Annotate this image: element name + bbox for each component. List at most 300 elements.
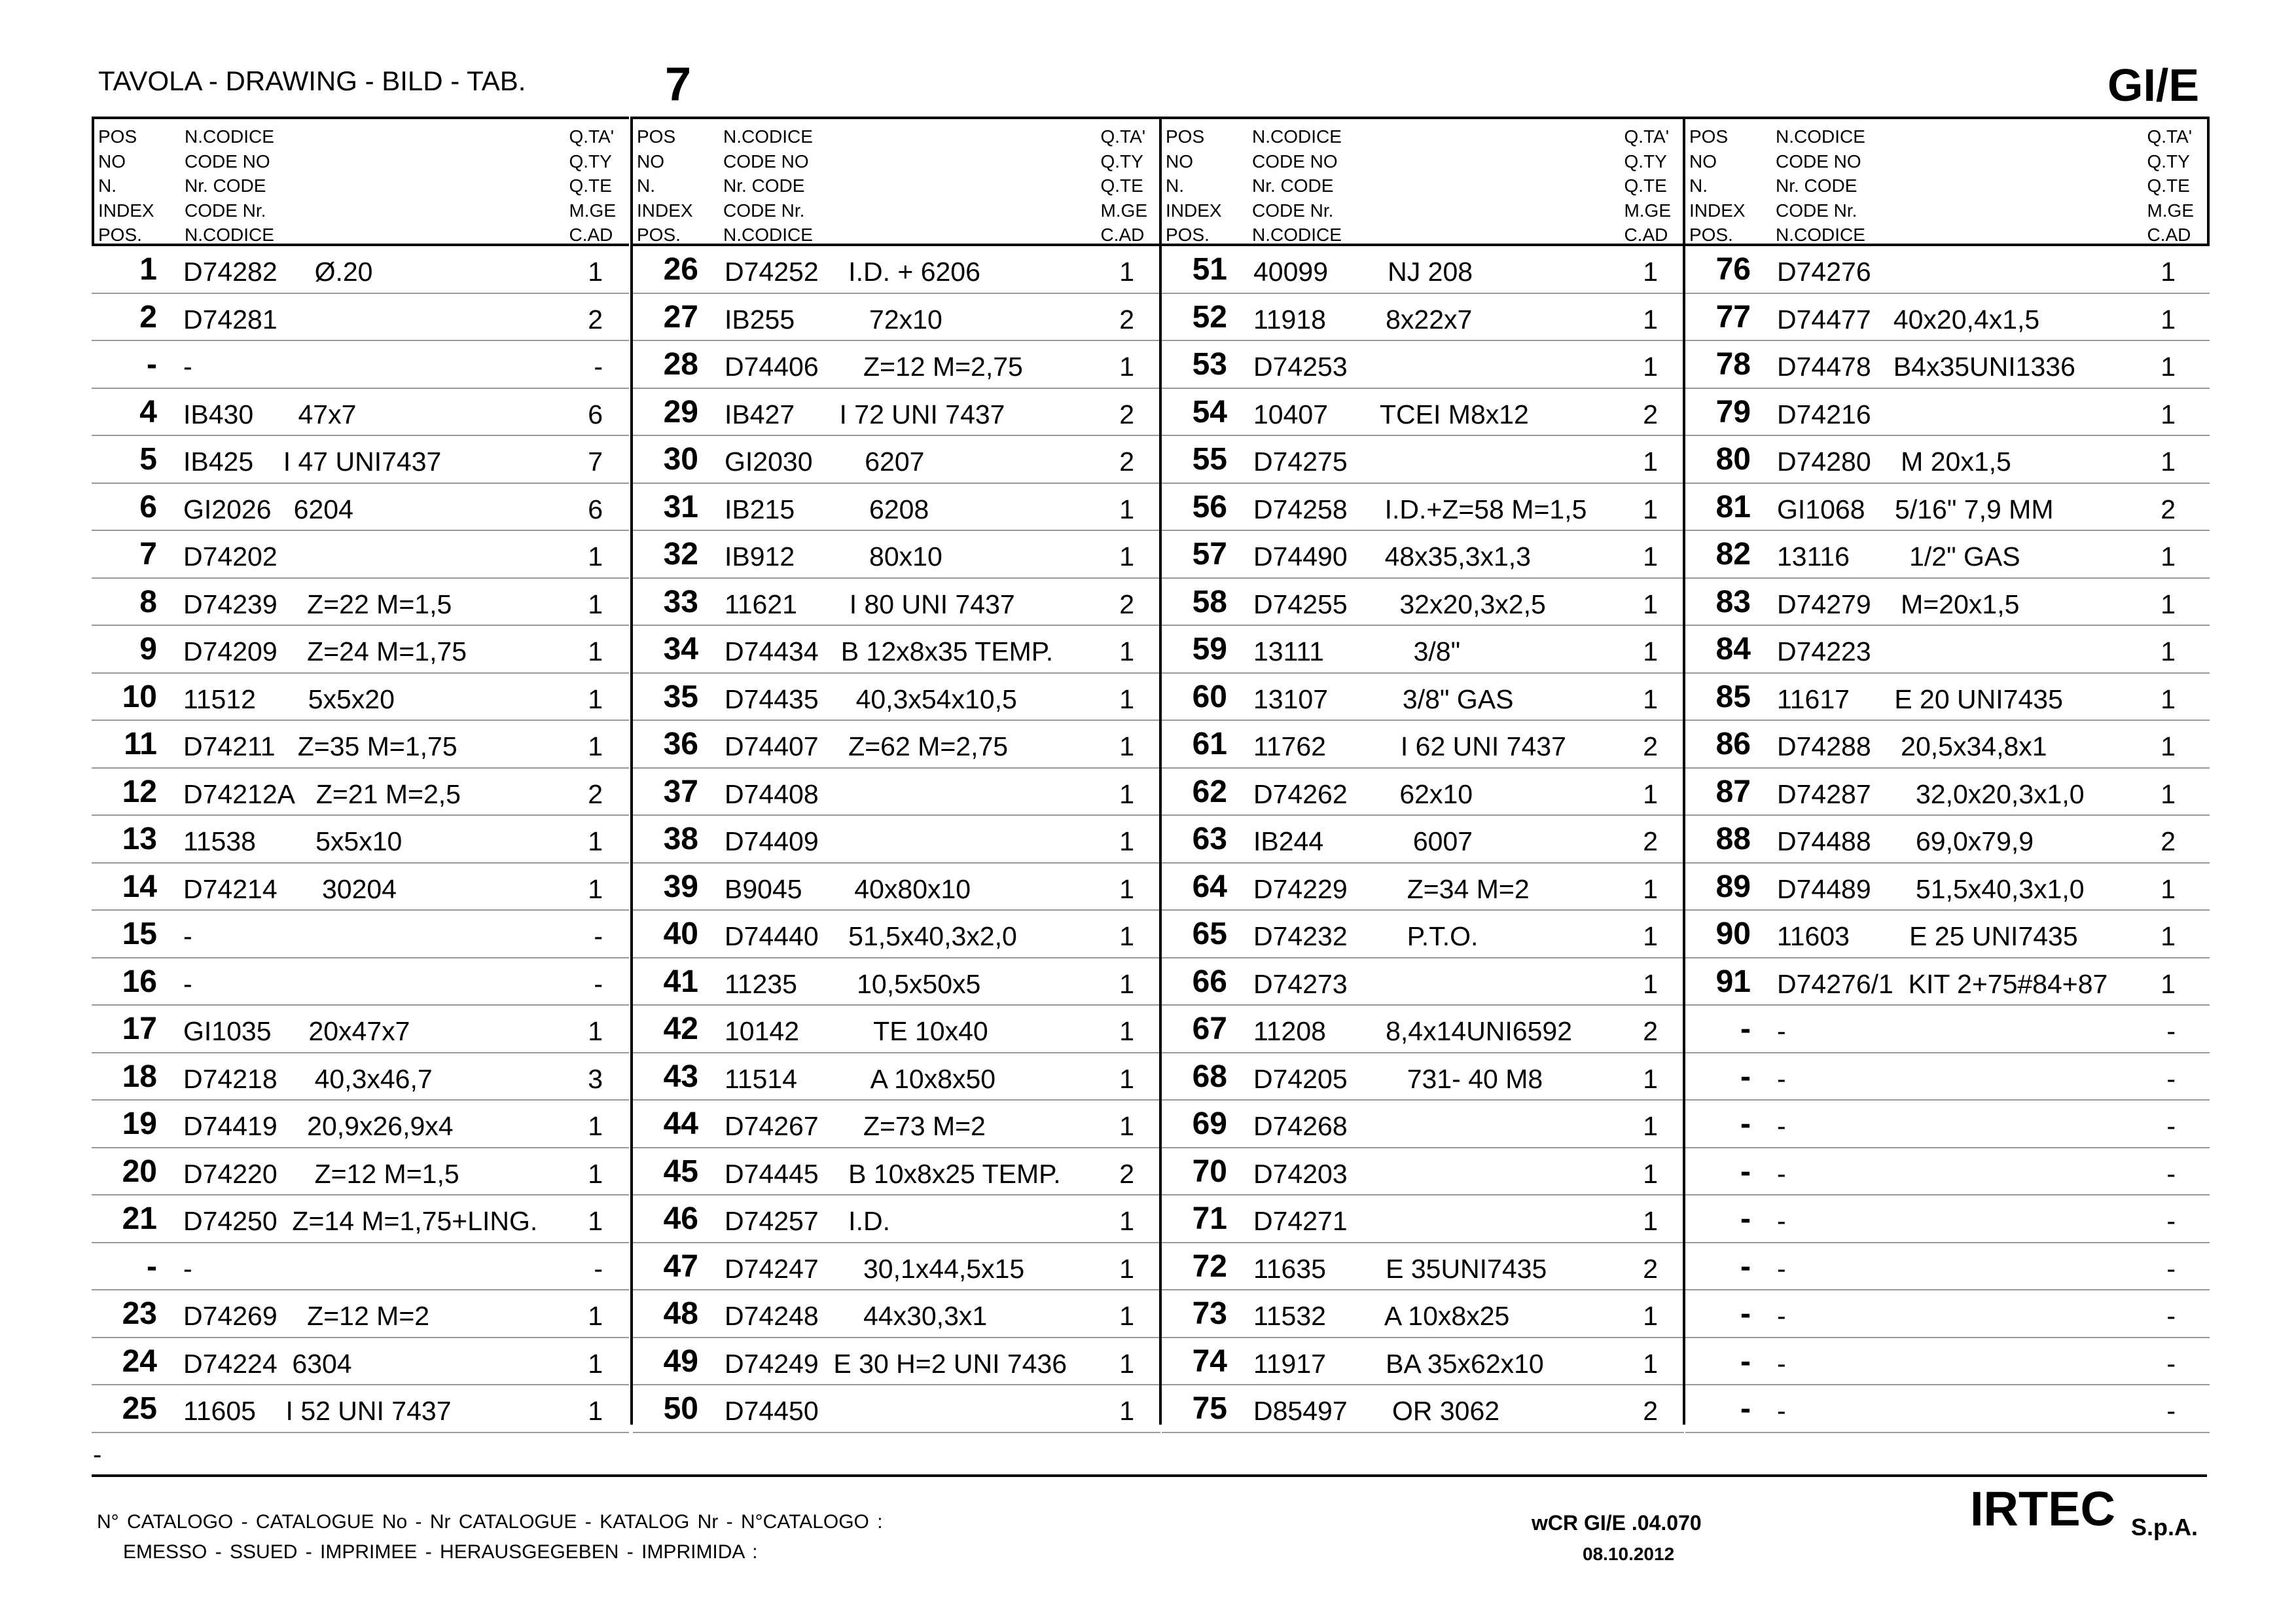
quantity: 1 xyxy=(2161,968,2176,999)
quantity: 1 xyxy=(1643,304,1658,335)
header-label: N.CODICE xyxy=(1252,126,1342,147)
quantity: - xyxy=(594,352,603,382)
quantity: 2 xyxy=(1643,826,1658,856)
header-label: Q.TA' xyxy=(1100,126,1146,147)
table-row xyxy=(1162,769,1684,816)
table-row xyxy=(633,1338,1160,1386)
part-code: D74271 xyxy=(1253,1206,1348,1236)
header-label: N.CODICE xyxy=(723,126,813,147)
quantity: 1 xyxy=(2161,731,2176,761)
quantity: 1 xyxy=(1643,921,1658,951)
position-number: 17 xyxy=(122,1012,157,1046)
column-header-code xyxy=(1776,124,1865,247)
table-row xyxy=(92,436,629,484)
part-code: - xyxy=(1777,1206,1786,1236)
table-row xyxy=(633,816,1160,864)
part-code: D74258 I.D.+Z=58 M=1,5 xyxy=(1253,494,1587,524)
quantity: 1 xyxy=(1119,778,1134,809)
quantity: 1 xyxy=(2161,447,2176,477)
position-number: 30 xyxy=(663,442,698,477)
part-code: - xyxy=(183,921,192,951)
quantity: 1 xyxy=(588,1348,603,1379)
part-code: B9045 40x80x10 xyxy=(725,873,971,904)
quantity: 1 xyxy=(588,873,603,904)
header-label: C.AD xyxy=(1624,225,1668,245)
position-number: 16 xyxy=(122,964,157,999)
part-code: D74450 xyxy=(725,1396,819,1426)
position-number: 50 xyxy=(663,1391,698,1426)
part-code: 11917 BA 35x62x10 xyxy=(1253,1348,1544,1379)
header-label: Q.TE xyxy=(569,175,612,196)
position-number: 80 xyxy=(1715,442,1751,477)
position-number: 2 xyxy=(139,299,157,335)
position-number: 88 xyxy=(1715,822,1751,856)
position-number: 53 xyxy=(1192,347,1227,382)
part-code: 11532 A 10x8x25 xyxy=(1253,1301,1510,1331)
position-number: 65 xyxy=(1192,917,1227,951)
header-label: NO xyxy=(637,151,664,172)
part-code: D74211 Z=35 M=1,75 xyxy=(183,731,457,761)
header-label: Q.TE xyxy=(2147,175,2190,196)
position-number: 31 xyxy=(663,489,698,524)
part-code: 11235 10,5x50x5 xyxy=(725,968,981,999)
position-number: - xyxy=(1740,1391,1751,1426)
position-number: 84 xyxy=(1715,632,1751,666)
table-row xyxy=(1685,531,2210,579)
part-code: 40099 NJ 208 xyxy=(1253,257,1473,287)
table-row xyxy=(633,1290,1160,1338)
header-label: Nr. CODE xyxy=(185,175,266,196)
table-row xyxy=(92,769,629,816)
part-code: - xyxy=(1777,1158,1786,1189)
header-label: CODE Nr. xyxy=(723,200,805,221)
part-code: D74220 Z=12 M=1,5 xyxy=(183,1158,459,1189)
quantity: 1 xyxy=(588,731,603,761)
position-number: - xyxy=(1740,1296,1751,1331)
position-number: 9 xyxy=(139,632,157,666)
position-number: 23 xyxy=(122,1296,157,1331)
table-row xyxy=(1685,864,2210,911)
position-number: 29 xyxy=(663,394,698,429)
part-code: D74252 I.D. + 6206 xyxy=(725,257,980,287)
table-row xyxy=(1685,626,2210,674)
quantity: 1 xyxy=(588,589,603,619)
quantity: 1 xyxy=(1119,968,1134,999)
table-row xyxy=(1685,1290,2210,1338)
position-number: 68 xyxy=(1192,1059,1227,1094)
table-row xyxy=(1162,1053,1684,1101)
part-code: D74276/1 KIT 2+75#84+87 xyxy=(1777,968,2108,999)
position-number: 71 xyxy=(1192,1201,1227,1236)
table-row xyxy=(92,1148,629,1196)
part-code: - xyxy=(183,352,192,382)
table-row xyxy=(1162,911,1684,958)
position-number: 76 xyxy=(1715,252,1751,287)
quantity: 1 xyxy=(1119,494,1134,524)
position-number: 72 xyxy=(1192,1249,1227,1284)
position-number: 69 xyxy=(1192,1106,1227,1141)
quantity: 1 xyxy=(1119,1253,1134,1284)
header-label: C.AD xyxy=(1100,225,1145,245)
column-header-qty xyxy=(1100,124,1147,247)
part-code: D74408 xyxy=(725,778,819,809)
header-label: M.GE xyxy=(569,200,616,221)
table-row xyxy=(1162,246,1684,294)
quantity: 1 xyxy=(588,1016,603,1046)
quantity: 1 xyxy=(1643,968,1658,999)
quantity: 1 xyxy=(1643,589,1658,619)
header-label: C.AD xyxy=(569,225,613,245)
header-label: CODE Nr. xyxy=(1776,200,1857,221)
position-number: 27 xyxy=(663,299,698,335)
header-label: INDEX xyxy=(1689,200,1746,221)
part-code: 11208 8,4x14UNI6592 xyxy=(1253,1016,1573,1046)
quantity: 2 xyxy=(1119,304,1134,335)
table-row xyxy=(1685,579,2210,627)
table-row xyxy=(633,1195,1160,1243)
quantity: - xyxy=(594,968,603,999)
table-row xyxy=(1162,1385,1684,1433)
header-label: NO xyxy=(1166,151,1193,172)
part-code: D74440 51,5x40,3x2,0 xyxy=(725,921,1017,951)
parts-column xyxy=(1159,117,1684,1425)
part-code: D74205 731- 40 M8 xyxy=(1253,1063,1543,1094)
position-number: 43 xyxy=(663,1059,698,1094)
table-row xyxy=(633,294,1160,342)
column-header-code xyxy=(1252,124,1342,247)
quantity: 1 xyxy=(2161,304,2176,335)
table-row xyxy=(92,389,629,437)
part-code: D74257 I.D. xyxy=(725,1206,890,1236)
part-code: GI2026 6204 xyxy=(183,494,353,524)
quantity: 1 xyxy=(1643,636,1658,666)
table-row xyxy=(1685,1101,2210,1148)
part-code: D74214 30204 xyxy=(183,873,397,904)
part-code: IB425 I 47 UNI7437 xyxy=(183,447,442,477)
header-label: Nr. CODE xyxy=(723,175,805,196)
parts-rows xyxy=(1162,246,1684,1433)
header-label: N. xyxy=(1166,175,1184,196)
table-row xyxy=(1162,674,1684,721)
table-row xyxy=(1162,1338,1684,1386)
table-row xyxy=(1685,1053,2210,1101)
quantity: 1 xyxy=(1119,684,1134,714)
quantity: 1 xyxy=(1119,1206,1134,1236)
position-number: 14 xyxy=(122,869,157,904)
quantity: 1 xyxy=(2161,541,2176,572)
table-row xyxy=(92,1338,629,1386)
position-number: 20 xyxy=(122,1154,157,1189)
table-row xyxy=(1162,626,1684,674)
header-label: N. xyxy=(637,175,655,196)
table-row xyxy=(92,579,629,627)
table-row xyxy=(1162,816,1684,864)
position-number: 45 xyxy=(663,1154,698,1189)
part-code: D74239 Z=22 M=1,5 xyxy=(183,589,452,619)
position-number: 8 xyxy=(139,584,157,619)
part-code: D74229 Z=34 M=2 xyxy=(1253,873,1530,904)
table-row xyxy=(1685,1006,2210,1053)
part-code: D74406 Z=12 M=2,75 xyxy=(725,352,1023,382)
column-header xyxy=(1685,117,2210,246)
position-number: 26 xyxy=(663,252,698,287)
quantity: 2 xyxy=(1119,399,1134,429)
part-code: D74273 xyxy=(1253,968,1348,999)
part-code: D74224 6304 xyxy=(183,1348,352,1379)
position-number: 19 xyxy=(122,1106,157,1141)
quantity: 1 xyxy=(2161,257,2176,287)
position-number: 75 xyxy=(1192,1391,1227,1426)
table-row xyxy=(633,579,1160,627)
header-label: N. xyxy=(1689,175,1708,196)
table-row xyxy=(92,246,629,294)
table-row xyxy=(633,626,1160,674)
table-row xyxy=(1162,1290,1684,1338)
table-number: 7 xyxy=(665,58,692,111)
position-number: 85 xyxy=(1715,679,1751,714)
table-row xyxy=(92,484,629,532)
position-number: 15 xyxy=(122,917,157,951)
part-code: D74218 40,3x46,7 xyxy=(183,1063,433,1094)
position-number: 52 xyxy=(1192,299,1227,335)
quantity: 2 xyxy=(1643,399,1658,429)
part-code: D74232 P.T.O. xyxy=(1253,921,1479,951)
position-number: 44 xyxy=(663,1106,698,1141)
part-code: D74478 B4x35UNI1336 xyxy=(1777,352,2075,382)
table-row xyxy=(92,1290,629,1338)
table-row xyxy=(633,484,1160,532)
position-number: 66 xyxy=(1192,964,1227,999)
column-header xyxy=(92,117,629,246)
parts-table xyxy=(92,117,2207,1425)
header-label: N.CODICE xyxy=(723,225,813,245)
table-row xyxy=(1685,294,2210,342)
position-number: 25 xyxy=(122,1391,157,1426)
header-label: Q.TE xyxy=(1100,175,1143,196)
table-row xyxy=(633,341,1160,389)
table-row xyxy=(633,911,1160,958)
quantity: 1 xyxy=(1119,257,1134,287)
table-row xyxy=(1685,341,2210,389)
part-code: D74489 51,5x40,3x1,0 xyxy=(1777,873,2085,904)
header-label: N.CODICE xyxy=(1776,225,1865,245)
table-row xyxy=(1162,1195,1684,1243)
table-row xyxy=(1685,1385,2210,1433)
issue-date: 08.10.2012 xyxy=(1583,1544,1675,1564)
header-label: Q.TY xyxy=(1100,151,1143,172)
position-number: 46 xyxy=(663,1201,698,1236)
position-number: 41 xyxy=(663,964,698,999)
part-code: - xyxy=(183,968,192,999)
position-number: 51 xyxy=(1192,252,1227,287)
part-code: - xyxy=(1777,1253,1786,1284)
part-code: 13116 1/2" GAS xyxy=(1777,541,2020,572)
header-label: C.AD xyxy=(2147,225,2191,245)
quantity: 2 xyxy=(1643,1016,1658,1046)
column-header-qty xyxy=(1624,124,1671,247)
table-row xyxy=(92,816,629,864)
position-number: 4 xyxy=(139,394,157,429)
part-code: IB255 72x10 xyxy=(725,304,942,335)
table-row xyxy=(633,1053,1160,1101)
position-number: 77 xyxy=(1715,299,1751,335)
position-number: 33 xyxy=(663,584,698,619)
header-label: N.CODICE xyxy=(185,225,274,245)
quantity: 1 xyxy=(1643,1158,1658,1189)
quantity: 1 xyxy=(2161,873,2176,904)
quantity: - xyxy=(2166,1301,2176,1331)
catalogue-line: N° CATALOGO - CATALOGUE No - Nr CATALOGUE - KATALOG Nr - N°CATALOGO : xyxy=(97,1511,883,1533)
table-row xyxy=(1685,911,2210,958)
part-code: 13111 3/8" xyxy=(1253,636,1461,666)
table-row xyxy=(1162,958,1684,1006)
table-row xyxy=(1685,769,2210,816)
quantity: 1 xyxy=(1119,636,1134,666)
position-number: 57 xyxy=(1192,537,1227,572)
quantity: 1 xyxy=(1119,1111,1134,1141)
header-label: CODE NO xyxy=(723,151,809,172)
part-code: 10407 TCEI M8x12 xyxy=(1253,399,1529,429)
header-label: N.CODICE xyxy=(185,126,274,147)
position-number: 81 xyxy=(1715,489,1751,524)
table-row xyxy=(1162,864,1684,911)
position-number: 28 xyxy=(663,347,698,382)
parts-column xyxy=(92,117,629,1425)
part-code: D74223 xyxy=(1777,636,1871,666)
position-number: 56 xyxy=(1192,489,1227,524)
position-number: 54 xyxy=(1192,394,1227,429)
part-code: D74275 xyxy=(1253,447,1348,477)
part-code: D74419 20,9x26,9x4 xyxy=(183,1111,454,1141)
position-number: 67 xyxy=(1192,1012,1227,1046)
table-row xyxy=(1162,1148,1684,1196)
part-code: IB912 80x10 xyxy=(725,541,942,572)
part-code: D74279 M=20x1,5 xyxy=(1777,589,2020,619)
table-row xyxy=(1685,1243,2210,1291)
part-code: D74276 xyxy=(1777,257,1871,287)
table-row xyxy=(633,674,1160,721)
position-number: 87 xyxy=(1715,774,1751,809)
part-code: 11762 I 62 UNI 7437 xyxy=(1253,731,1566,761)
position-number: 35 xyxy=(663,679,698,714)
position-number: 40 xyxy=(663,917,698,951)
column-header xyxy=(633,117,1160,246)
table-row xyxy=(92,1101,629,1148)
position-number: 83 xyxy=(1715,584,1751,619)
quantity: 1 xyxy=(1643,352,1658,382)
table-row xyxy=(633,721,1160,769)
header-label: Q.TY xyxy=(2147,151,2190,172)
position-number: 1 xyxy=(139,252,157,287)
footer-divider xyxy=(92,1474,2207,1477)
quantity: 2 xyxy=(1643,1253,1658,1284)
table-row xyxy=(1162,531,1684,579)
table-row xyxy=(633,1385,1160,1433)
table-row xyxy=(92,911,629,958)
table-row xyxy=(92,626,629,674)
position-number: 82 xyxy=(1715,537,1751,572)
position-number: 11 xyxy=(124,727,157,761)
part-code: - xyxy=(1777,1301,1786,1331)
position-number: 63 xyxy=(1192,822,1227,856)
part-code: D74282 Ø.20 xyxy=(183,257,373,287)
table-row xyxy=(633,1006,1160,1053)
table-row xyxy=(633,1243,1160,1291)
table-row xyxy=(1685,484,2210,532)
part-code: - xyxy=(183,1253,192,1284)
quantity: 1 xyxy=(588,257,603,287)
header-label: Q.TY xyxy=(1624,151,1667,172)
part-code: D74249 E 30 H=2 UNI 7436 xyxy=(725,1348,1067,1379)
quantity: 6 xyxy=(588,399,603,429)
quantity: 1 xyxy=(1643,257,1658,287)
header-label: N.CODICE xyxy=(1776,126,1865,147)
header-label: NO xyxy=(98,151,126,172)
position-number: 10 xyxy=(122,679,157,714)
position-number: 60 xyxy=(1192,679,1227,714)
quantity: 1 xyxy=(588,636,603,666)
quantity: 1 xyxy=(1643,1348,1658,1379)
header-label: CODE NO xyxy=(1776,151,1861,172)
part-code: D74287 32,0x20,3x1,0 xyxy=(1777,778,2085,809)
quantity: 1 xyxy=(1119,1063,1134,1094)
part-code: D74434 B 12x8x35 TEMP. xyxy=(725,636,1054,666)
header-label: INDEX xyxy=(637,200,693,221)
part-code: D74203 xyxy=(1253,1158,1348,1189)
table-row xyxy=(92,531,629,579)
part-code: D74247 30,1x44,5x15 xyxy=(725,1253,1025,1284)
table-row xyxy=(1685,436,2210,484)
quantity: 1 xyxy=(1643,494,1658,524)
table-row xyxy=(1162,579,1684,627)
position-number: 18 xyxy=(122,1059,157,1094)
column-header-code xyxy=(723,124,813,247)
drawing-title: TAVOLA - DRAWING - BILD - TAB. xyxy=(98,65,526,96)
table-row xyxy=(1685,958,2210,1006)
quantity: 1 xyxy=(588,826,603,856)
table-row xyxy=(633,1148,1160,1196)
quantity: 1 xyxy=(588,1396,603,1426)
part-code: 11538 5x5x10 xyxy=(183,826,403,856)
parts-rows xyxy=(633,246,1160,1433)
table-row xyxy=(1162,294,1684,342)
quantity: 1 xyxy=(2161,636,2176,666)
part-code: D74288 20,5x34,8x1 xyxy=(1777,731,2047,761)
quantity: 1 xyxy=(2161,589,2176,619)
position-number: - xyxy=(1740,1012,1751,1046)
part-code: D74281 xyxy=(183,304,278,335)
position-number: 47 xyxy=(663,1249,698,1284)
part-code: D74490 48x35,3x1,3 xyxy=(1253,541,1531,572)
quantity: 1 xyxy=(1643,778,1658,809)
column-header-pos xyxy=(1689,124,1746,247)
quantity: 1 xyxy=(1643,873,1658,904)
part-code: D85497 OR 3062 xyxy=(1253,1396,1500,1426)
footer-note: - xyxy=(93,1440,102,1469)
part-code: D74253 xyxy=(1253,352,1348,382)
part-code: D74212A Z=21 M=2,5 xyxy=(183,778,461,809)
parts-rows xyxy=(92,246,629,1433)
part-code: IB427 I 72 UNI 7437 xyxy=(725,399,1005,429)
company-suffix: S.p.A. xyxy=(2131,1514,2198,1541)
position-number: 91 xyxy=(1715,964,1751,999)
part-code: D74262 62x10 xyxy=(1253,778,1473,809)
part-code: D74269 Z=12 M=2 xyxy=(183,1301,430,1331)
position-number: - xyxy=(1740,1249,1751,1284)
part-code: D74255 32x20,3x2,5 xyxy=(1253,589,1546,619)
table-row xyxy=(1685,389,2210,437)
table-row xyxy=(92,341,629,389)
